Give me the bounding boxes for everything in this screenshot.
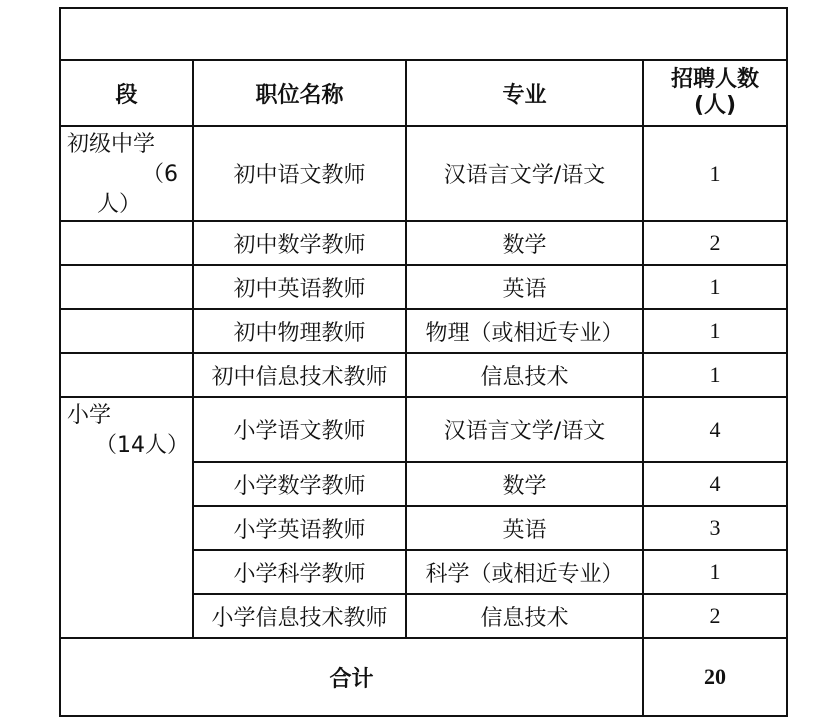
segment-label: 初级中学 (67, 132, 156, 157)
position-cell: 初中语文教师 (193, 126, 406, 221)
position-cell: 初中物理教师 (193, 309, 406, 353)
segment-count-b: 人） (97, 192, 142, 217)
position-cell: 小学数学教师 (193, 462, 406, 506)
major-cell: 数学 (406, 221, 643, 265)
header-row (60, 60, 787, 126)
count-cell: 2 (643, 594, 787, 638)
segment-cell-empty (60, 309, 193, 353)
header-position: 职位名称 (193, 60, 406, 126)
position-cell: 小学语文教师 (193, 397, 406, 462)
count-cell: 4 (643, 462, 787, 506)
major-cell: 汉语言文学/语文 (406, 397, 643, 462)
count-cell: 1 (643, 550, 787, 594)
position-cell: 小学信息技术教师 (193, 594, 406, 638)
major-cell: 汉语言文学/语文 (406, 126, 643, 221)
header-count-line1: 招聘人数 (670, 67, 759, 92)
table-row (60, 221, 787, 265)
count-cell: 1 (643, 265, 787, 309)
table-row (60, 353, 787, 397)
header-count-line2: (人) (693, 93, 737, 118)
table-row (60, 126, 787, 221)
position-cell: 初中数学教师 (193, 221, 406, 265)
count-cell: 1 (643, 309, 787, 353)
major-cell: 信息技术 (406, 353, 643, 397)
position-cell: 初中英语教师 (193, 265, 406, 309)
major-cell: 信息技术 (406, 594, 643, 638)
major-cell: 数学 (406, 462, 643, 506)
major-cell: 科学（或相近专业） (406, 550, 643, 594)
count-cell: 1 (643, 126, 787, 221)
segment-cell-empty (60, 265, 193, 309)
count-cell: 1 (643, 353, 787, 397)
position-cell: 初中信息技术教师 (193, 353, 406, 397)
position-cell: 小学英语教师 (193, 506, 406, 550)
count-cell: 3 (643, 506, 787, 550)
table-row (60, 309, 787, 353)
header-count (643, 60, 787, 126)
segment-label: 小学 (67, 403, 112, 428)
segment-count: （14人） (95, 433, 189, 458)
major-cell: 英语 (406, 506, 643, 550)
segment-cell-empty (60, 221, 193, 265)
recruitment-table (59, 7, 788, 717)
position-cell: 小学科学教师 (193, 550, 406, 594)
total-label: 合计 (60, 638, 643, 716)
segment-cell-primary (60, 397, 193, 638)
total-row (60, 638, 787, 716)
segment-cell-empty (60, 353, 193, 397)
header-segment: 段 (60, 60, 193, 126)
count-cell: 2 (643, 221, 787, 265)
header-major: 专业 (406, 60, 643, 126)
major-cell: 英语 (406, 265, 643, 309)
table-title (60, 8, 787, 60)
total-value: 20 (643, 638, 787, 716)
segment-cell-junior (60, 126, 193, 221)
major-cell: 物理（或相近专业） (406, 309, 643, 353)
table-title-row (60, 8, 787, 60)
table-row (60, 397, 787, 462)
count-cell: 4 (643, 397, 787, 462)
table-row (60, 265, 787, 309)
segment-count-a: （6 (142, 162, 178, 187)
